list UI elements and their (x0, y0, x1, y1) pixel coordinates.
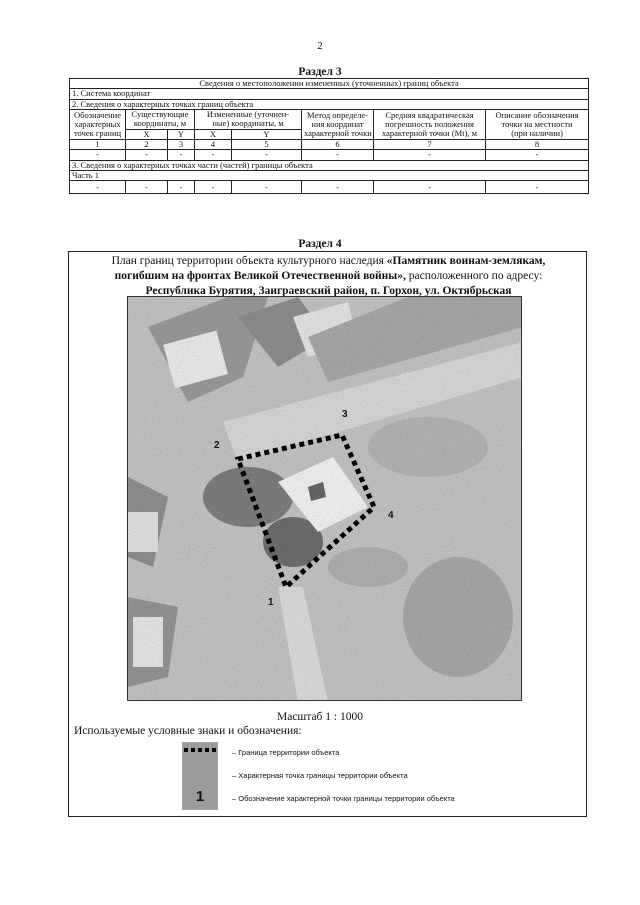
page-number: 2 (317, 40, 323, 52)
table-cell: - (232, 150, 302, 160)
col-changed: Измененные (уточнен- ные) координаты, м (195, 110, 302, 130)
col-existing: Существующие координаты, м (126, 110, 195, 130)
table-cell: - (486, 150, 589, 160)
legend-title: Используемые условные знаки и обозначения: (74, 725, 302, 737)
table-cell: 5 (232, 140, 302, 150)
table-cell: - (374, 181, 486, 194)
table-row (70, 150, 589, 160)
point-label-1: 1 (268, 597, 274, 608)
table-cell: - (126, 150, 168, 160)
table-row (70, 181, 589, 194)
points-row: 2. Сведения о характерных точках границ объекта (70, 99, 589, 109)
sub-x-changed: X (195, 129, 232, 139)
table-cell: 4 (195, 140, 232, 150)
table-row (70, 89, 589, 99)
table-row (70, 110, 589, 130)
table-cell: - (374, 150, 486, 160)
section3-title: Раздел 3 (298, 66, 342, 78)
col-designation: Обозначение характерных точек границ (70, 110, 126, 140)
table-cell: 7 (374, 140, 486, 150)
sub-x-existing: X (126, 129, 168, 139)
table-cell: - (126, 181, 168, 194)
table-cell: - (302, 150, 374, 160)
legend-item-point-number: – Обозначение характерной точки границы территории объекта (232, 794, 455, 803)
coordinates-table (69, 78, 589, 194)
section4-title: Раздел 4 (298, 238, 342, 250)
table-cell: 1 (70, 140, 126, 150)
col-description: Описание обозначения точки на местности (при наличии) (486, 110, 589, 140)
table-header-row (70, 79, 589, 89)
part1-row: Часть 1 (70, 171, 589, 181)
table-cell: - (70, 181, 126, 194)
point-label-2: 2 (214, 440, 220, 451)
plan-title: План границ территории объекта культурного наследия «Памятник воинам-землякам, погибшим на фронтах Великой Отечественной войны», расположенного по адресу: Республика Бурятия, Заиграевский район, п. Горхон, ул. Октябрьская (111, 255, 546, 297)
aerial-map (127, 296, 522, 701)
table-cell: 6 (302, 140, 374, 150)
table-cell: - (168, 150, 195, 160)
table-row (70, 160, 589, 170)
point-number-legend-icon: 1 (182, 786, 218, 810)
table-row (70, 171, 589, 181)
table-cell: - (232, 181, 302, 194)
table-cell: - (70, 150, 126, 160)
col-method: Метод определе- ния координат характерной точки (302, 110, 374, 140)
table-main-header: Сведения о местоположении измененных (уточненных) границ объекта (70, 79, 589, 89)
boundary-legend-icon (182, 742, 218, 766)
table-cell: - (302, 181, 374, 194)
coord-system-row: 1. Система координат (70, 89, 589, 99)
table-cell: 3 (168, 140, 195, 150)
table-cell: - (168, 181, 195, 194)
table-cell: 2 (126, 140, 168, 150)
legend-item-point: – Характерная точка границы территории объекта (232, 771, 408, 780)
table-cell: - (195, 150, 232, 160)
point-legend-icon (182, 766, 218, 786)
sub-y-changed: Y (232, 129, 302, 139)
legend-item-boundary: – Граница территории объекта (232, 748, 340, 757)
sub-y-existing: Y (168, 129, 195, 139)
part-points-row: 3. Сведения о характерных точках части (частей) границы объекта (70, 160, 589, 170)
table-number-row (70, 140, 589, 150)
table-cell: - (486, 181, 589, 194)
col-error: Средняя квадратическая погрешность положения характерной точки (Mt), м (374, 110, 486, 140)
point-label-3: 3 (342, 409, 348, 420)
aerial-photo (128, 297, 522, 701)
map-scale: Масштаб 1 : 1000 (277, 711, 363, 723)
point-label-4: 4 (388, 510, 394, 521)
table-cell: 8 (486, 140, 589, 150)
table-cell: - (195, 181, 232, 194)
table-row (70, 99, 589, 109)
